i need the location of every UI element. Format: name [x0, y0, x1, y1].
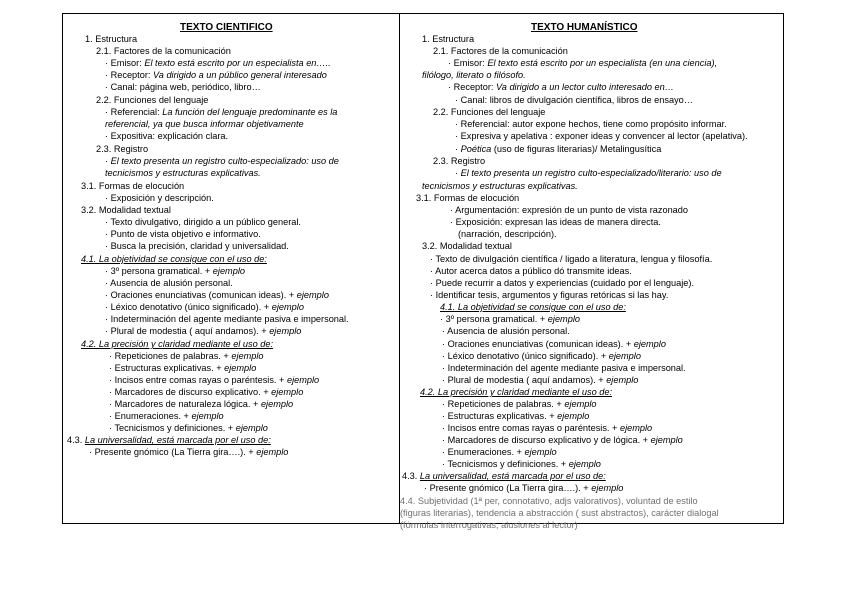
italic-text: · El texto presenta un registro culto-especializado/literario: uso de — [455, 168, 722, 178]
text-line — [81, 254, 267, 265]
line-text: 3.2. Modalidad textual — [422, 241, 512, 251]
text-line — [416, 193, 519, 204]
line-text: · Ausencia de alusión personal. — [442, 326, 570, 336]
line-text: · Texto de divulgación científica / ligado a literatura, lengua y filosofía. — [430, 254, 713, 264]
text-line — [105, 302, 304, 313]
text-line — [109, 387, 303, 398]
line-text: · Repeticiones de palabras. + — [109, 351, 232, 361]
line-text: · Incisos entre comas rayas o paréntesis. + — [442, 423, 620, 433]
line-text: · Puede recurrir a datos y experiencias (cuidado por el lenguaje). — [430, 278, 695, 288]
text-line — [422, 70, 526, 81]
text-line — [109, 375, 319, 386]
text-line — [424, 483, 623, 494]
text-line — [105, 119, 304, 130]
italic-text: tecnicismos y estructuras explicativas. — [105, 168, 261, 178]
text-line — [422, 34, 474, 45]
line-text: · Estructuras explicativas. + — [109, 363, 225, 373]
text-line — [105, 193, 214, 204]
italic-text: ejemplo — [564, 399, 597, 409]
line-text: · Receptor: — [105, 70, 153, 80]
section-heading: La universalidad, está marcada por el uso de: — [419, 471, 606, 481]
text-line — [442, 363, 686, 374]
italic-text: Va dirigido a un lector culto interesado en… — [496, 82, 674, 92]
line-text: · Referencial: autor expone hechos, tiene como propósito informar. — [455, 119, 727, 129]
text-line — [442, 423, 652, 434]
line-text: (uso de figuras literarias)/ Metalingusítica — [491, 144, 662, 154]
line-text: · Referencial: — [105, 107, 163, 117]
italic-text: Poética — [460, 144, 492, 154]
text-line — [400, 520, 578, 531]
column-texto-cientifico — [63, 14, 400, 523]
italic-text: La función del lenguaje predominante es la — [162, 107, 338, 117]
line-text: 1. Estructura — [85, 34, 138, 44]
line-text: · 3º persona gramatical. + — [105, 266, 213, 276]
line-text: · 3º persona gramatical. + — [440, 314, 548, 324]
line-text: 3.2. Modalidad textual — [81, 205, 171, 215]
line-text: · Enumeraciones. + — [442, 447, 525, 457]
italic-text: El texto está escrito por un especialista (en una ciencia), — [487, 58, 718, 68]
line-text: · Indeterminación del agente mediante pasiva e impersonal. — [442, 363, 686, 373]
line-text: · Busca la precisión, claridad y universalidad. — [105, 241, 289, 251]
line-text: · Expositiva: explicación clara. — [105, 131, 229, 141]
gray-text: (fórmulas interrogativas, alusiones al lector) — [400, 520, 578, 530]
line-text: · Léxico denotativo (único significado). + — [105, 302, 272, 312]
italic-text: ejemplo — [568, 459, 601, 469]
text-line — [85, 34, 137, 45]
italic-text: ejemplo — [296, 290, 329, 300]
line-text: 2.3. Registro — [96, 144, 149, 154]
text-line — [89, 447, 288, 458]
text-line — [400, 496, 698, 507]
text-line — [109, 423, 268, 434]
section-heading: 4.2. La precisión y claridad mediante el uso de: — [420, 387, 613, 397]
text-line — [105, 290, 329, 301]
italic-text: tecnicismos y estructuras explicativas. — [422, 181, 578, 191]
line-text: · Plural de modestia ( aquí andamos). + — [105, 326, 270, 336]
line-text: · Plural de modestia ( aquí andamos). + — [442, 375, 607, 385]
italic-text: ejemplo — [650, 435, 683, 445]
line-text: · Texto divulgativo, dirigido a un público general. — [105, 217, 301, 227]
text-line — [442, 447, 557, 458]
text-line — [105, 326, 301, 337]
text-line — [96, 95, 208, 106]
line-text: · Marcadores de discurso explicativo y de lógica. + — [442, 435, 651, 445]
text-line — [105, 278, 233, 289]
text-line — [105, 131, 228, 142]
text-line — [105, 266, 245, 277]
text-line — [433, 107, 545, 118]
text-line — [430, 290, 668, 301]
line-text: · Emisor: — [105, 58, 145, 68]
comparison-table — [62, 13, 784, 530]
section-heading: 4.2. La precisión y claridad mediante el uso de: — [81, 339, 274, 349]
italic-text: ejemplo — [235, 423, 268, 433]
italic-text: ejemplo — [269, 326, 302, 336]
section-heading: La universalidad, está marcada por el uso de: — [84, 435, 271, 445]
italic-text: Va dirigido a un público general interesado — [153, 70, 327, 80]
text-line — [442, 435, 683, 446]
text-line — [105, 241, 289, 252]
text-line — [448, 58, 717, 69]
italic-text: ejemplo — [271, 302, 304, 312]
text-line — [422, 181, 578, 192]
section-heading: 4.1. La objetividad se consigue con el uso de: — [81, 254, 267, 264]
italic-text: ejemplo — [286, 375, 320, 385]
text-line — [455, 131, 748, 142]
text-line — [105, 107, 337, 118]
line-text: · Léxico denotativo (único significado). + — [442, 351, 609, 361]
text-line — [105, 217, 301, 228]
line-text: 4.3. — [67, 435, 85, 445]
text-line — [430, 278, 694, 289]
text-line — [105, 70, 327, 81]
line-text: · Ausencia de alusión personal. — [105, 278, 233, 288]
line-text: 3.1. Formas de elocución — [81, 181, 185, 191]
text-line — [433, 156, 485, 167]
italic-text: ejemplo — [191, 411, 224, 421]
text-line — [455, 168, 722, 179]
text-line — [430, 266, 632, 277]
gray-text: 4.4. Subjetividad (1ª per, connotativo, adjs valorativos), voluntad de estilo — [400, 496, 698, 506]
text-line — [105, 314, 349, 325]
section-heading: 4.1. La objetividad se consigue con el uso de: — [440, 302, 626, 312]
line-text: 4.3. — [402, 471, 420, 481]
line-text: (narración, descripción). — [458, 229, 557, 239]
text-line — [81, 339, 273, 350]
line-text: · Presente gnómico (La Tierra gira….). + — [424, 483, 592, 493]
text-line — [105, 82, 261, 93]
text-line — [96, 144, 148, 155]
italic-text: referencial, ya que busca informar objetivamente — [105, 119, 304, 129]
text-line — [448, 82, 674, 93]
line-text: · Estructuras explicativas. + — [442, 411, 558, 421]
text-line — [105, 168, 261, 179]
italic-text: filólogo, literato o filósofo. — [422, 70, 526, 80]
text-line — [455, 144, 661, 155]
italic-text: ejemplo — [271, 387, 304, 397]
line-text: 3.1. Formas de elocución — [416, 193, 520, 203]
italic-text: ejemplo — [591, 483, 624, 493]
line-text: · Identificar tesis, argumentos y figuras retóricas si las hay. — [430, 290, 669, 300]
italic-text: ejemplo — [557, 411, 590, 421]
text-line — [442, 351, 641, 362]
italic-text: ejemplo — [608, 351, 641, 361]
text-line — [105, 58, 331, 69]
line-text: 2.2. Funciones del lenguaje — [433, 107, 546, 117]
text-line — [81, 181, 184, 192]
text-line — [402, 471, 606, 482]
line-text: · Expresiva y apelativa : exponer ideas y convencer al lector (apelativa). — [455, 131, 748, 141]
italic-text: ejemplo — [224, 363, 257, 373]
text-line — [450, 217, 661, 228]
text-line — [450, 205, 688, 216]
text-line — [81, 205, 171, 216]
text-line — [422, 241, 512, 252]
line-text: 2.3. Registro — [433, 156, 486, 166]
line-text: · Canal: página web, periódico, libro… — [105, 82, 261, 92]
line-text: 2.1. Factores de la comunicación — [433, 46, 568, 56]
text-line — [442, 411, 589, 422]
italic-text: ejemplo — [231, 351, 264, 361]
line-text: · Canal: libros de divulgación científica, libros de ensayo… — [455, 95, 693, 105]
text-line — [458, 229, 557, 240]
line-text: · Presente gnómico (La Tierra gira….). + — [89, 447, 257, 457]
text-line — [442, 399, 597, 410]
line-text: 1. Estructura — [422, 34, 475, 44]
line-text: · Punto de vista objetivo e informativo. — [105, 229, 261, 239]
line-text: · Oraciones enunciativas (comunican ideas). + — [105, 290, 297, 300]
line-text: · Tecnicismos y definiciones. + — [442, 459, 569, 469]
line-text: · Repeticiones de palabras. + — [442, 399, 565, 409]
italic-text: ejemplo — [524, 447, 557, 457]
text-line — [420, 387, 612, 398]
line-text: · Autor acerca datos a público dó transmite ideas. — [430, 266, 632, 276]
line-text: · Enumeraciones. + — [109, 411, 192, 421]
line-text: · Emisor: — [448, 58, 488, 68]
italic-text: ejemplo — [606, 375, 639, 385]
text-line — [430, 254, 712, 265]
text-line — [440, 314, 580, 325]
line-text: · Incisos entre comas rayas o paréntesis. + — [109, 375, 287, 385]
text-line — [455, 95, 693, 106]
text-line — [433, 46, 568, 57]
text-line — [442, 375, 638, 386]
line-text: · — [455, 144, 461, 154]
italic-text: ejemplo — [619, 423, 653, 433]
text-line — [105, 156, 339, 167]
text-line — [67, 435, 271, 446]
text-line — [400, 508, 719, 519]
italic-text: ejemplo — [633, 339, 666, 349]
line-text: 2.2. Funciones del lenguaje — [96, 95, 209, 105]
column-title: TEXTO CIENTIFICO — [180, 22, 273, 33]
text-line — [96, 46, 231, 57]
italic-text: ejemplo — [547, 314, 580, 324]
line-text: 2.1. Factores de la comunicación — [96, 46, 231, 56]
italic-text: ejemplo — [260, 399, 294, 409]
line-text: · Tecnicismos y definiciones. + — [109, 423, 236, 433]
text-line — [442, 459, 601, 470]
line-text: · Argumentación: expresión de un punto de vista razonado — [450, 205, 689, 215]
italic-text: ejemplo — [212, 266, 245, 276]
text-line — [455, 119, 727, 130]
text-line — [109, 411, 224, 422]
text-line — [109, 399, 293, 410]
text-line — [440, 302, 626, 313]
italic-text: · El texto presenta un registro culto-especializado: uso de — [105, 156, 339, 166]
text-line — [109, 363, 256, 374]
text-line — [442, 326, 570, 337]
text-line — [105, 229, 261, 240]
italic-text: El texto está escrito por un especialista en….. — [144, 58, 331, 68]
text-line — [442, 339, 666, 350]
italic-text: ejemplo — [256, 447, 289, 457]
column-title: TEXTO HUMANÍSTICO — [531, 22, 638, 33]
column-texto-humanistico — [400, 14, 783, 530]
line-text: · Receptor: — [448, 82, 496, 92]
line-text: · Marcadores de naturaleza lógica. + — [109, 399, 261, 409]
line-text: · Marcadores de discurso explicativo. + — [109, 387, 272, 397]
line-text: · Indeterminación del agente mediante pasiva e impersonal. — [105, 314, 349, 324]
text-line — [109, 351, 264, 362]
line-text: · Oraciones enunciativas (comunican ideas). + — [442, 339, 634, 349]
gray-text: (figuras literarias), tendencia a abstracción ( sust abstractos), carácter dialogal — [400, 508, 719, 518]
line-text: · Exposición y descripción. — [105, 193, 214, 203]
line-text: · Exposición: expresan las ideas de manera directa. — [450, 217, 661, 227]
